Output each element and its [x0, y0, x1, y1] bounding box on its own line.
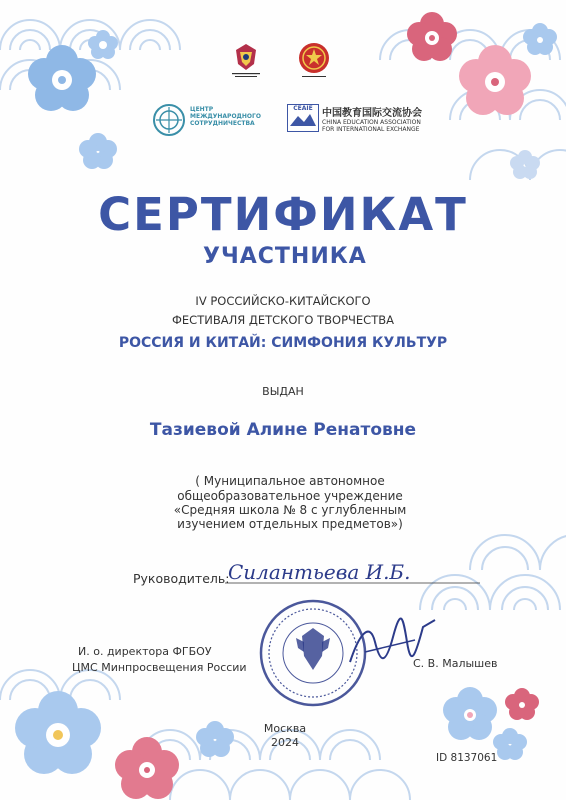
center-logo-line3: СОТРУДНИЧЕСТВА: [190, 120, 255, 127]
china-assoc-en2: FOR INTERNATIONAL EXCHANGE: [322, 126, 420, 133]
festival-line2: ФЕСТИВАЛЯ ДЕТСКОГО ТВОРЧЕСТВА: [172, 313, 394, 327]
certificate-title: СЕРТИФИКАТ: [98, 188, 468, 241]
recipient-name: Тазиевой Алине Ренатовне: [149, 420, 417, 440]
ceaie-logo-icon: [287, 104, 319, 132]
ministry-emblem-icon: [226, 40, 266, 82]
certificate-subtitle: УЧАСТНИКА: [203, 244, 367, 269]
head-label: Руководитель:: [133, 571, 230, 586]
center-logo-line2: МЕЖДУНАРОДНОГО: [190, 113, 261, 120]
city: Москва: [263, 722, 307, 735]
festival-line1: IV РОССИЙСКО-КИТАЙСКОГО: [195, 294, 371, 308]
issued-label: ВЫДАН: [262, 385, 304, 398]
center-logo-icon: [152, 103, 186, 137]
festival-name: РОССИЯ И КИТАЙ: СИМФОНИЯ КУЛЬТУР: [118, 335, 448, 351]
organization-line1: ( Муниципальное автономное: [195, 474, 385, 488]
china-emblem-icon: [296, 40, 332, 82]
organization-line2: общеобразовательное учреждение: [177, 489, 403, 503]
certificate-id: ID 8137061: [436, 752, 498, 764]
director-name: С. В. Малышев: [413, 657, 498, 670]
china-assoc-cn: 中国教育国际交流协会: [322, 108, 422, 119]
center-logo-line1: ЦЕНТР: [190, 106, 214, 113]
organization-line3: «Средняя школа № 8 с углубленным: [173, 503, 407, 517]
year: 2024: [271, 736, 299, 749]
director-title-1: И. о. директора ФГБОУ: [78, 645, 212, 658]
china-assoc-text: [322, 104, 422, 133]
center-logo-text: [190, 106, 261, 127]
head-signature: Силантьева И.Б.: [228, 560, 411, 584]
china-assoc-en1: CHINA EDUCATION ASSOCIATION: [322, 119, 421, 126]
organization-line4: изучением отдельных предметов»): [177, 517, 403, 531]
director-title-2: ЦМС Минпросвещения России: [72, 661, 247, 674]
ceaie-abbr: CEAIE: [293, 105, 313, 112]
